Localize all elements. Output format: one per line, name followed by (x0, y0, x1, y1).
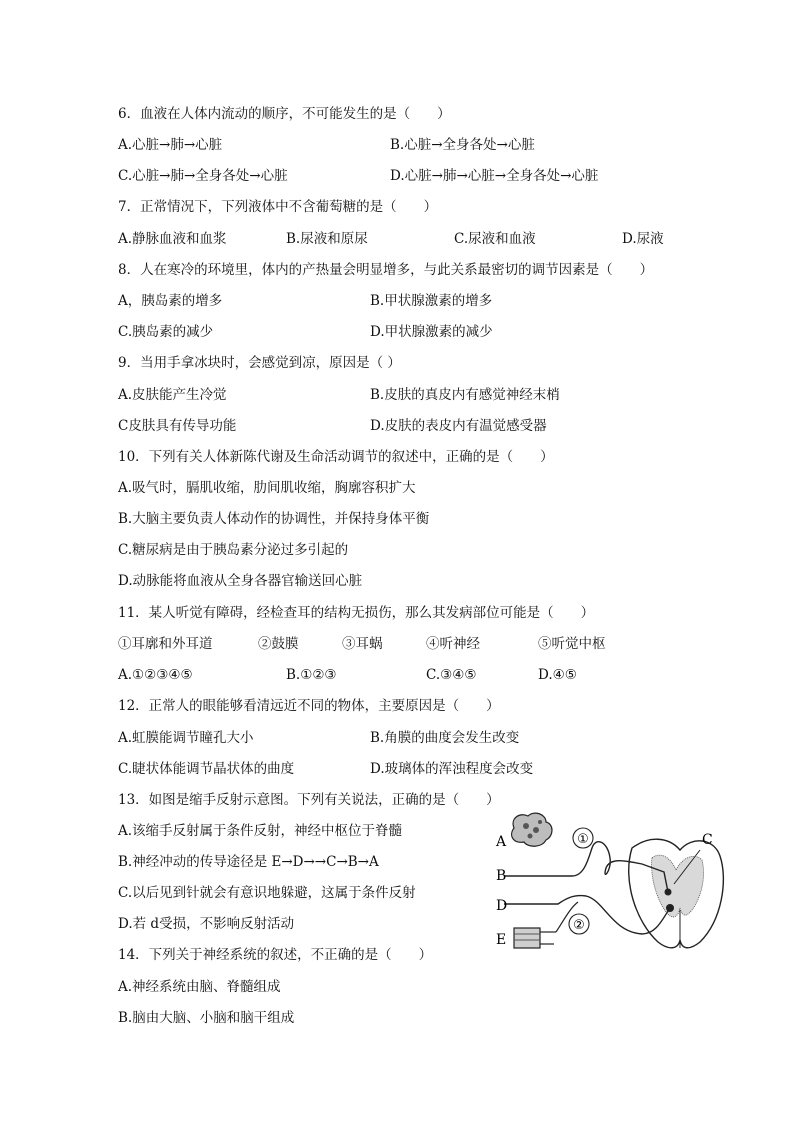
motor-neuron-body (666, 904, 674, 912)
label-2: ② (573, 918, 585, 933)
label-a: A (496, 834, 507, 850)
q12-option-a: A.虹膜能调节瞳孔大小 (118, 730, 254, 746)
q11-item-3: ③耳蜗 (342, 636, 383, 652)
label-d: D (496, 898, 508, 914)
interneuron-body (665, 889, 672, 896)
q9-option-c: C皮肤具有传导功能 (118, 418, 237, 434)
q11-item-1: ①耳廓和外耳道 (118, 636, 213, 652)
q6-option-d: D.心脏→肺→心脏→全身各处→心脏 (390, 168, 599, 184)
q7-option-b: B.尿液和原尿 (286, 231, 368, 247)
q13-stem: 13．如图是缩手反射示意图。下列有关说法，正确的是（ ） (118, 792, 500, 808)
q6-option-a: A.心脏→肺→心脏 (118, 137, 223, 153)
effector-shape (514, 928, 556, 948)
q10-stem: 10．下列有关人体新陈代谢及生命活动调节的叙述中，正确的是（ ） (118, 449, 554, 465)
q8-option-c: C.胰岛素的减少 (118, 324, 214, 340)
spinal-cord-shape (629, 839, 724, 948)
q8-option-d: D.甲状腺激素的减少 (370, 324, 493, 340)
q8-option-a: A，胰岛素的增多 (118, 293, 223, 309)
q9-option-a: A.皮肤能产生冷觉 (118, 387, 227, 403)
q13-option-a: A.该缩手反射属于条件反射，神经中枢位于脊髓 (118, 823, 403, 839)
q11-item-5: ⑤听觉中枢 (538, 636, 606, 652)
label-c: C (702, 832, 713, 848)
reflex-arc-diagram (492, 800, 732, 955)
q11-option-b: B.①②③ (286, 667, 337, 683)
reflex-arc-svg (492, 800, 732, 955)
q9-option-b: B.皮肤的真皮内有感觉神经末梢 (370, 387, 560, 403)
q10-option-c: C.糖尿病是由于胰岛素分泌过多引起的 (118, 542, 349, 558)
q9-option-d: D.皮肤的表皮内有温觉感受器 (370, 418, 547, 434)
q11-stem: 11．某人听觉有障碍，经检查耳的结构无损伤，那么其发病部位可能是（ ） (118, 605, 595, 621)
q10-option-b: B.大脑主要负责人体动作的协调性，并保持身体平衡 (118, 511, 430, 527)
q12-option-b: B.角膜的曲度会发生改变 (370, 730, 520, 746)
q11-item-2: ②鼓膜 (258, 636, 299, 652)
q14-option-a: A.神经系统由脑、脊髓组成 (118, 979, 281, 995)
q12-option-d: D.玻璃体的浑浊程度会改变 (370, 761, 534, 777)
label-e: E (496, 932, 507, 948)
q14-option-b: B.脑由大脑、小脑和脑干组成 (118, 1010, 295, 1026)
q12-option-c: C.睫状体能调节晶状体的曲度 (118, 761, 295, 777)
q12-stem: 12．正常人的眼能够看清远近不同的物体，主要原因是（ ） (118, 698, 500, 714)
q11-option-c: C.③④⑤ (426, 667, 477, 683)
q13-option-c: C.以后见到针就会有意识地躲避，这属于条件反射 (118, 885, 416, 901)
q11-item-4: ④听神经 (426, 636, 480, 652)
q13-option-b: B.神经冲动的传导途径是 E→D→→C→B→A (118, 854, 379, 870)
label-b: B (496, 868, 507, 884)
q11-option-a: A.①②③④⑤ (118, 667, 193, 683)
q8-stem: 8．人在寒冷的环境里，体内的产热量会明显增多，与此关系最密切的调节因素是（ ） (118, 262, 654, 278)
receptor-shape (512, 813, 552, 846)
q11-option-d: D.④⑤ (538, 667, 577, 683)
q7-stem: 7．正常情况下，下列液体中不含葡萄糖的是（ ） (118, 199, 438, 215)
q14-stem: 14．下列关于神经系统的叙述，不正确的是（ ） (118, 947, 433, 963)
q10-option-d: D.动脉能将血液从全身各器官输送回心脏 (118, 573, 363, 589)
q13-option-d: D.若 d受损，不影响反射活动 (118, 916, 295, 932)
q8-option-b: B.甲状腺激素的增多 (370, 293, 493, 309)
q7-option-c: C.尿液和血液 (454, 231, 536, 247)
label-1: ① (577, 832, 589, 847)
q6-option-b: B.心脏→全身各处→心脏 (390, 137, 535, 153)
q7-option-d: D.尿液 (622, 231, 664, 247)
q7-option-a: A.静脉血液和血浆 (118, 231, 227, 247)
q6-stem: 6．血液在人体内流动的顺序，不可能发生的是（ ） (118, 106, 451, 122)
q10-option-a: A.吸气时，膈肌收缩，肋间肌收缩，胸廓容积扩大 (118, 480, 416, 496)
q9-stem: 9．当用手拿冰块时，会感觉到凉，原因是（ ） (118, 355, 401, 371)
q6-option-c: C.心脏→肺→全身各处→心脏 (118, 168, 288, 184)
